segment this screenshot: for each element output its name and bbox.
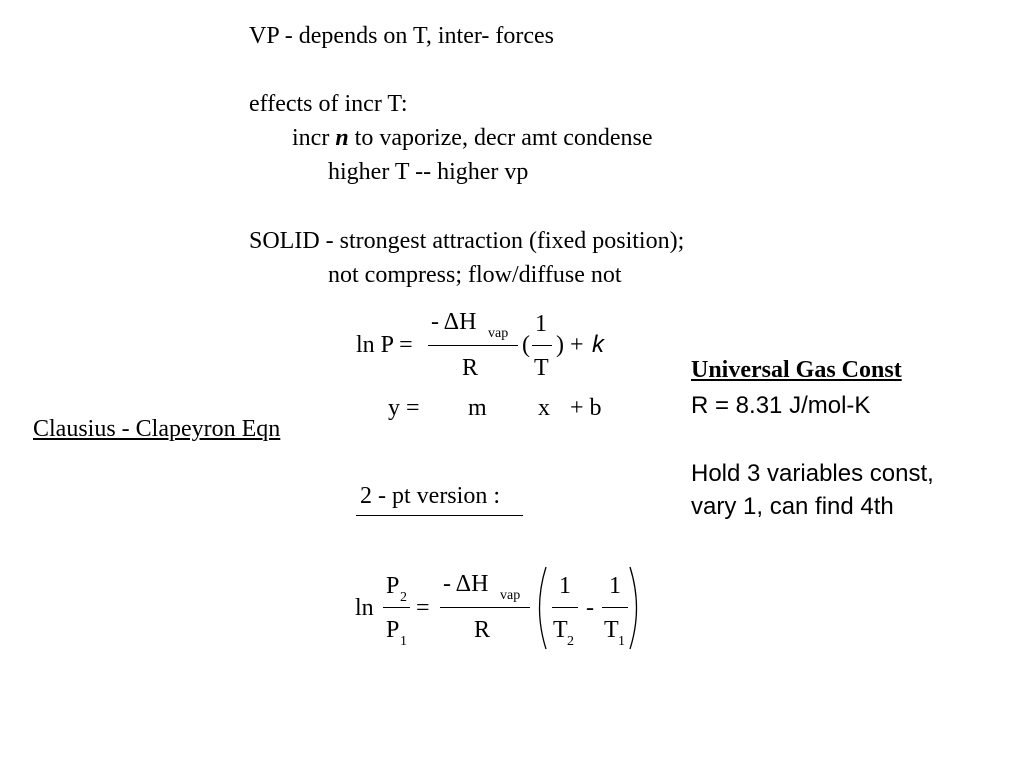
- eq2-fraction-bar: [440, 607, 530, 608]
- gas-constant-value: R = 8.31 J/mol-K: [691, 392, 871, 419]
- eq1-numerator-subscript: vap: [488, 326, 509, 341]
- eq2-t1-subscript: 1: [618, 634, 625, 649]
- note-solid-attraction: SOLID - strongest attraction (fixed position);: [249, 228, 685, 254]
- note-not-compress: not compress; flow/diffuse not: [328, 262, 622, 288]
- eq1-denominator: R: [462, 355, 479, 381]
- eq1-open-paren: (: [522, 332, 530, 358]
- eq2-p1: P: [386, 617, 400, 643]
- eq1-inner-fraction-bar: [532, 345, 552, 346]
- eq2-numerator-subscript: vap: [500, 588, 521, 603]
- eq2-t2: T: [553, 617, 568, 643]
- note-effects-incr-t: effects of incr T:: [249, 91, 408, 117]
- eq2-first-fraction-bar: [552, 607, 578, 608]
- two-point-underline: [356, 515, 523, 516]
- map-m: m: [468, 395, 487, 421]
- eq2-t1: T: [604, 617, 619, 643]
- eq2-right-bracket: [628, 566, 644, 650]
- note-incr-n-vaporize: [292, 124, 653, 152]
- eq1-lhs: ln P =: [356, 332, 413, 358]
- gas-constant-title: Universal Gas Const: [691, 357, 902, 383]
- map-x: x: [538, 395, 550, 421]
- eq1-inner-denominator: T: [534, 355, 549, 381]
- eq2-p2: P: [386, 573, 400, 599]
- eq1-inner-numerator: 1: [535, 311, 547, 337]
- eq2-equals: =: [416, 595, 430, 621]
- eq2-pressure-fraction-bar: [383, 607, 410, 608]
- eq2-numerator: - ΔH: [443, 571, 489, 597]
- map-y: y =: [388, 395, 420, 421]
- note-vp-depends: VP - depends on T, inter- forces: [249, 23, 554, 49]
- note-incr-prefix: incr: [292, 125, 336, 151]
- map-b: + b: [570, 395, 602, 421]
- eq2-second-fraction-bar: [602, 607, 628, 608]
- gas-constant-note-line2: vary 1, can find 4th: [691, 493, 894, 520]
- eq2-denominator: R: [474, 617, 491, 643]
- eq2-t2-subscript: 2: [567, 634, 574, 649]
- eq2-ln: ln: [355, 595, 374, 621]
- eq1-constant-k: k: [592, 331, 604, 358]
- note-vaporize-suffix: to vaporize, decr amt condense: [348, 125, 653, 151]
- eq1-close-paren: ): [556, 332, 564, 358]
- two-point-label: 2 - pt version :: [360, 483, 500, 509]
- note-higher-t-vp: higher T -- higher vp: [328, 159, 529, 185]
- eq1-plus: +: [570, 332, 584, 358]
- eq1-fraction-bar: [428, 345, 518, 346]
- eq2-one-b: 1: [609, 573, 621, 599]
- eq2-left-bracket: [532, 566, 548, 650]
- clausius-clapeyron-label: Clausius - Clapeyron Eqn: [33, 416, 281, 442]
- note-n-variable: n: [335, 125, 349, 151]
- eq2-p1-subscript: 1: [400, 634, 407, 649]
- eq2-p2-subscript: 2: [400, 590, 407, 605]
- gas-constant-note-line1: Hold 3 variables const,: [691, 460, 934, 487]
- eq2-one-a: 1: [559, 573, 571, 599]
- eq2-minus: -: [586, 595, 594, 621]
- eq1-numerator: - ΔH: [431, 309, 477, 335]
